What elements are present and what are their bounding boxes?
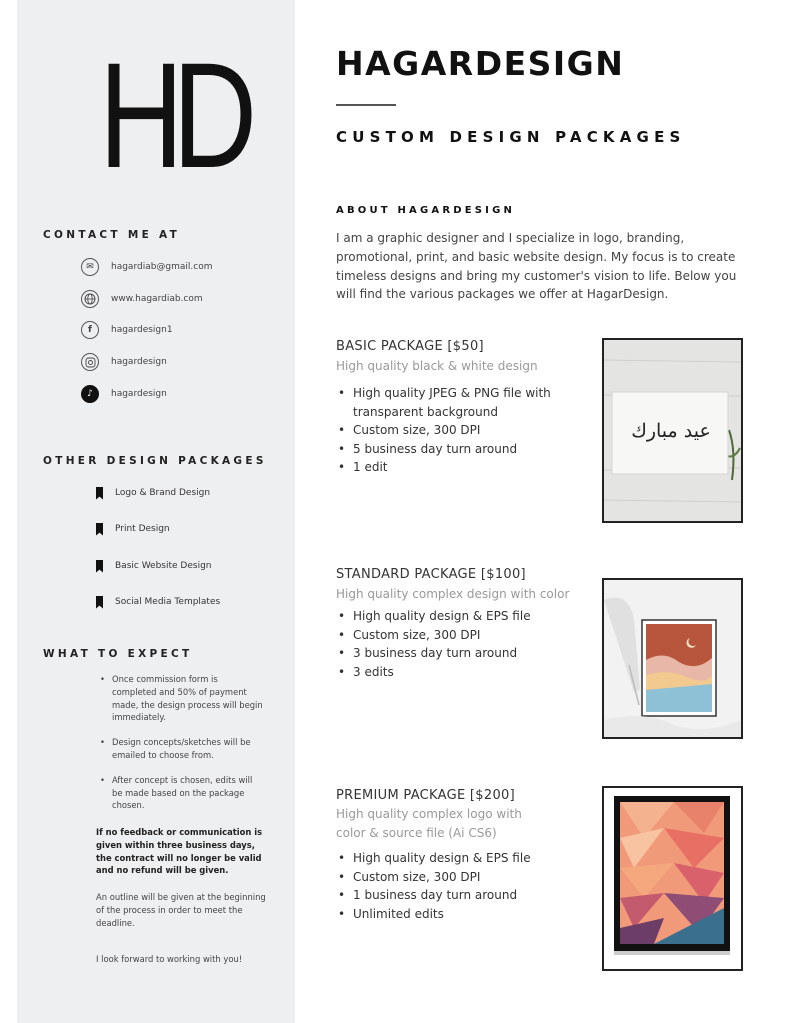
contact-instagram-text: hagardesign bbox=[111, 357, 167, 367]
mail-icon: ✉ bbox=[81, 258, 99, 276]
bookmark-icon bbox=[96, 596, 103, 609]
facebook-icon: f bbox=[81, 321, 99, 339]
other-package-label: Basic Website Design bbox=[115, 561, 212, 571]
feature-item: • 5 business day turn around bbox=[336, 440, 576, 459]
tiktok-icon: ♪ bbox=[81, 385, 99, 403]
title-divider bbox=[336, 104, 396, 106]
page-subtitle: CUSTOM DESIGN PACKAGES bbox=[336, 128, 686, 146]
globe-icon bbox=[81, 290, 99, 308]
basic-package-image bbox=[602, 338, 743, 523]
instagram-icon bbox=[81, 353, 99, 371]
feature-item: • High quality design & EPS file bbox=[336, 849, 576, 868]
expect-list bbox=[97, 673, 263, 824]
contact-website[interactable] bbox=[81, 289, 203, 309]
basic-package-subtitle: High quality black & white design bbox=[336, 359, 538, 373]
landscape-artwork-illustration bbox=[604, 580, 741, 737]
feature-item: • Custom size, 300 DPI bbox=[336, 868, 576, 887]
feature-item: • 1 edit bbox=[336, 458, 576, 477]
brand-title: HAGARDESIGN bbox=[336, 44, 625, 83]
contact-email[interactable] bbox=[81, 257, 213, 277]
bookmark-icon bbox=[96, 523, 103, 536]
basic-package-title: BASIC PACKAGE [$50] bbox=[336, 339, 484, 354]
feature-item: • 3 edits bbox=[336, 663, 576, 682]
other-package-label: Print Design bbox=[115, 524, 170, 534]
other-package-print[interactable] bbox=[96, 521, 170, 537]
arabic-calligraphy-text: عيد مبارك bbox=[631, 420, 711, 442]
feature-item: • High quality JPEG & PNG file with transparent background bbox=[336, 384, 576, 421]
contact-facebook[interactable] bbox=[81, 320, 173, 340]
basic-package-features bbox=[336, 384, 576, 477]
contact-tiktok[interactable] bbox=[81, 384, 167, 404]
contact-heading: CONTACT ME AT bbox=[43, 229, 181, 241]
feature-item: • 3 business day turn around bbox=[336, 644, 576, 663]
expect-item: • After concept is chosen, edits will be made based on the package chosen. bbox=[97, 774, 263, 812]
hd-logo: HD bbox=[99, 31, 247, 199]
other-package-website[interactable] bbox=[96, 558, 212, 574]
about-heading: ABOUT HAGARDESIGN bbox=[336, 205, 516, 216]
contact-facebook-text: hagardesign1 bbox=[111, 325, 173, 335]
sidebar bbox=[17, 0, 295, 1023]
feature-item: • Custom size, 300 DPI bbox=[336, 626, 576, 645]
feature-item: • Custom size, 300 DPI bbox=[336, 421, 576, 440]
other-package-label: Social Media Templates bbox=[115, 597, 221, 607]
premium-package-title: PREMIUM PACKAGE [$200] bbox=[336, 788, 515, 803]
what-to-expect-heading: WHAT TO EXPECT bbox=[43, 648, 193, 660]
feature-item: • 1 business day turn around bbox=[336, 886, 576, 905]
feature-item: • Unlimited edits bbox=[336, 905, 576, 924]
contact-website-text: www.hagardiab.com bbox=[111, 294, 203, 304]
standard-package-image bbox=[602, 578, 743, 739]
about-text: I am a graphic designer and I specialize in logo, branding, promotional, print, and basic website design. My focus is to create timeless designs and bring my customer's vision to life. Below you will find the various packages we offer at HagarDesign. bbox=[336, 231, 737, 302]
other-package-social[interactable] bbox=[96, 594, 220, 610]
expect-item: • Once commission form is completed and 50% of payment made, the design process will begin immediately. bbox=[97, 673, 263, 724]
expect-item: • Design concepts/sketches will be emailed to choose from. bbox=[97, 736, 263, 762]
bookmark-icon bbox=[96, 487, 103, 500]
other-package-label: Logo & Brand Design bbox=[115, 488, 211, 498]
feature-item: • High quality design & EPS file bbox=[336, 607, 576, 626]
other-packages-heading: OTHER DESIGN PACKAGES bbox=[43, 455, 267, 467]
closing-note: I look forward to working with you! bbox=[96, 954, 243, 964]
standard-package-title: STANDARD PACKAGE [$100] bbox=[336, 567, 526, 582]
standard-package-subtitle: High quality complex design with color bbox=[336, 587, 570, 601]
other-package-logo[interactable] bbox=[96, 485, 210, 501]
outline-note: An outline will be given at the beginning of the process in order to meet the deadline. bbox=[96, 892, 266, 928]
bookmark-icon bbox=[96, 560, 103, 573]
feedback-notice: If no feedback or communication is given within three business days, the contract will no longer be valid and no refund will be given. bbox=[96, 827, 263, 876]
premium-package-features bbox=[336, 849, 576, 923]
contact-email-text: hagardiab@gmail.com bbox=[111, 262, 213, 272]
premium-package-image bbox=[602, 786, 743, 971]
standard-package-features bbox=[336, 607, 576, 681]
lowpoly-sunset-illustration bbox=[604, 788, 741, 969]
contact-instagram[interactable] bbox=[81, 352, 167, 372]
contact-tiktok-text: hagardesign bbox=[111, 389, 167, 399]
premium-package-subtitle: High quality complex logo with color & source file (Ai CS6) bbox=[336, 807, 522, 840]
